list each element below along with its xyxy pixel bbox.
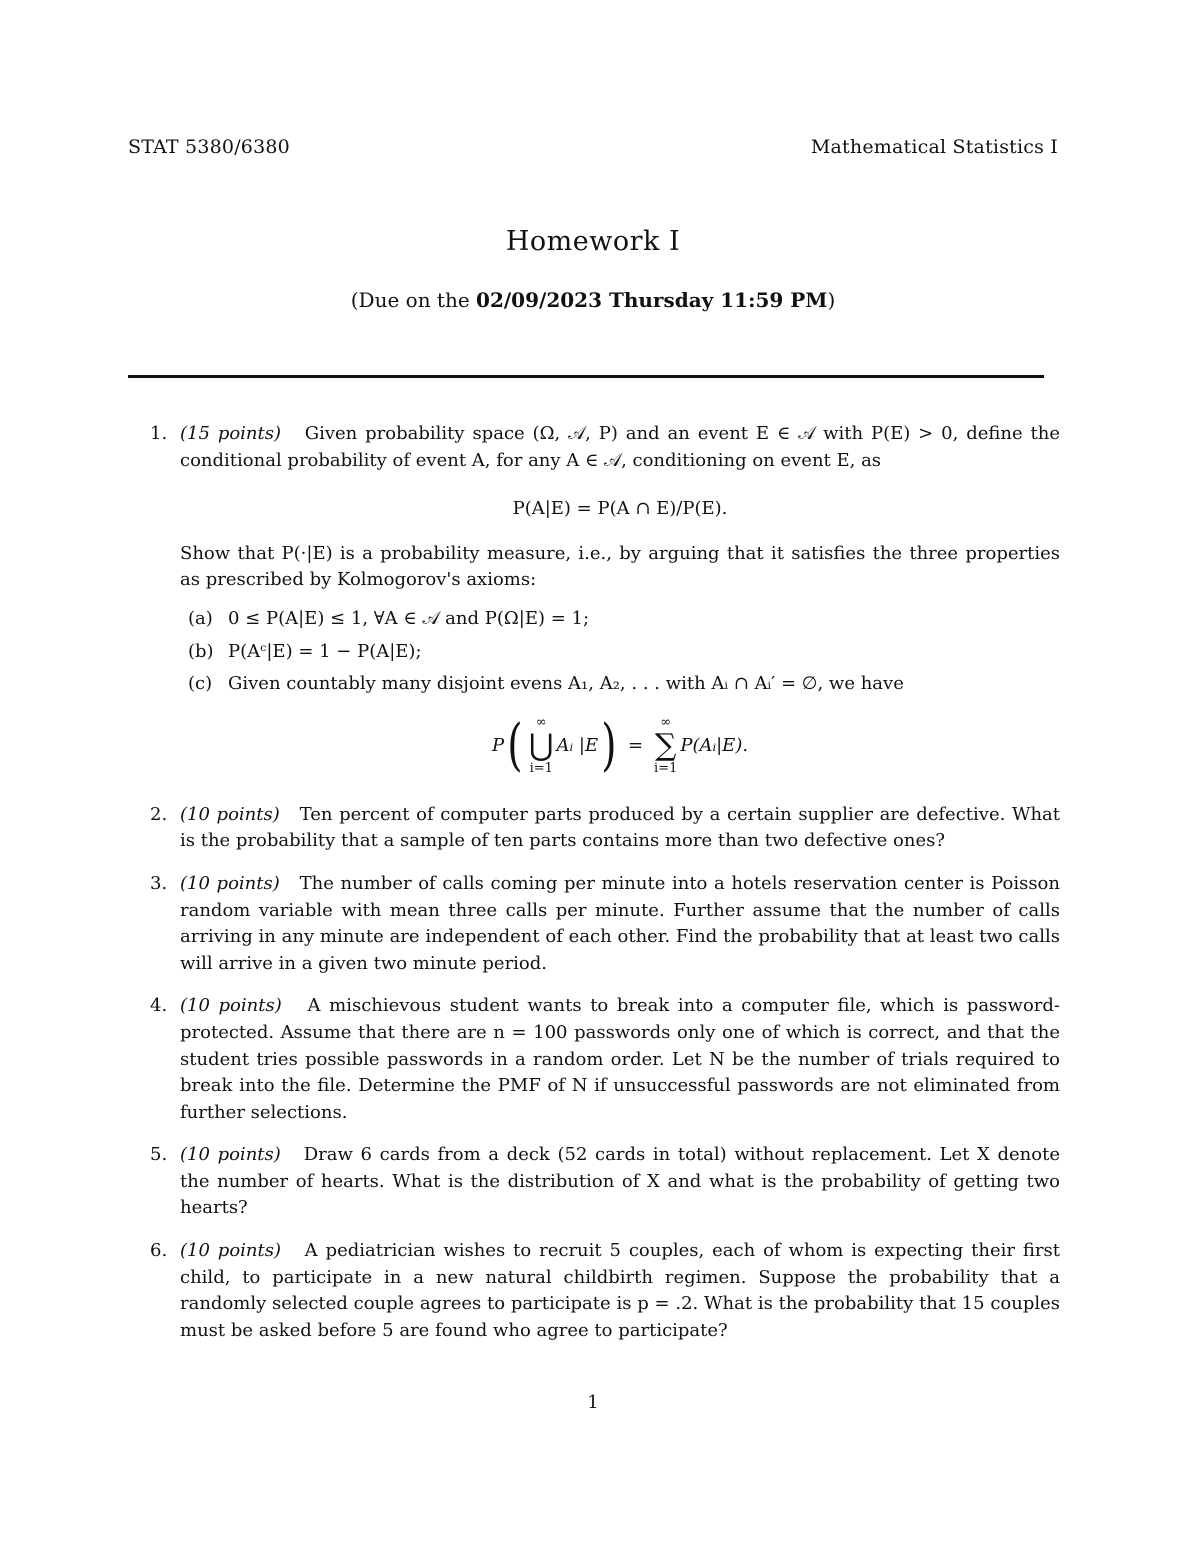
problem-3 (150, 871, 1060, 977)
problem-1 (150, 421, 1060, 784)
subitem-label: (b) (188, 640, 214, 662)
problem-statement: A mischievous student wants to break into a computer file, which is password-protected. Assume that there are n = 100 passwords only one of which is correct, and that the student tries possible passwords in a random order. Let N be the number of trials required to break into the file. Determine the PMF of N if unsuccessful passwords are not eliminated from further selections. (180, 995, 1060, 1123)
union-lower-limit: i=1 (529, 761, 553, 777)
sum-upper-limit: ∞ (660, 715, 672, 731)
problem-text (180, 1142, 1060, 1222)
problem-statement: Draw 6 cards from a deck (52 cards in total) without replacement. Let X denote the number of hearts. What is the distribution of X and what is the probability of getting two hearts? (180, 1144, 1060, 1219)
subitem-text: P(Aᶜ|E) = 1 − P(A|E); (228, 640, 422, 662)
problem-4 (150, 993, 1060, 1126)
course-code: STAT 5380/6380 (128, 136, 290, 158)
problem-6 (150, 1238, 1060, 1344)
page-title: Homework I (505, 226, 681, 257)
countable-additivity-formula (180, 708, 1060, 784)
union-body: Aᵢ |E (556, 735, 599, 757)
problem-list (150, 421, 1060, 1360)
left-paren: ( (507, 712, 523, 778)
problem-statement: Given probability space (Ω, 𝒜, P) and an event E ∈ 𝒜 with P(E) > 0, define the conditional probability of event A, for any A ∈ 𝒜, conditioning on event E, as (180, 423, 1060, 471)
union-symbol: ⋃ (528, 728, 554, 764)
problem-number: 3. (150, 872, 168, 894)
sum-body: P(Aᵢ|E). (680, 735, 749, 757)
problem-statement-2: Show that P(·|E) is a probability measure, i.e., by arguing that it satisfies the three properties as prescribed by Kolmogorov's axioms: (180, 542, 1060, 591)
conditional-probability-formula: P(A|E) = P(A ∩ E)/P(E). (512, 498, 728, 520)
problem-text (180, 871, 1060, 977)
subitem-label: (c) (188, 673, 213, 695)
due-date-line (0, 288, 1186, 312)
union-upper-limit: ∞ (535, 715, 547, 731)
union-operator (529, 716, 554, 775)
problem-text (180, 802, 1060, 855)
problem-points: (10 points) (180, 872, 280, 894)
problem-points: (15 points) (180, 423, 282, 444)
problem-points: (10 points) (180, 803, 280, 825)
equals-sign: = (627, 735, 644, 757)
problem-2 (150, 802, 1060, 855)
problem-5 (150, 1142, 1060, 1222)
sum-operator (654, 716, 677, 775)
horizontal-rule (128, 375, 1044, 378)
due-date: 02/09/2023 Thursday 11:59 PM (476, 288, 828, 312)
problem-number: 4. (150, 995, 168, 1017)
problem-number: 2. (150, 803, 168, 825)
course-subject: Mathematical Statistics I (810, 136, 1058, 158)
problem-text (180, 421, 1060, 474)
problem-text (180, 993, 1060, 1126)
due-prefix: (Due on the (350, 288, 477, 312)
problem-text (180, 1238, 1060, 1344)
subitem-a (188, 606, 1060, 633)
problem-number: 6. (150, 1240, 168, 1262)
problem-number: 1. (150, 423, 168, 444)
problem-points: (10 points) (180, 995, 282, 1017)
right-paren: ) (601, 712, 617, 778)
subitem-c (188, 671, 1060, 698)
problem-statement: Ten percent of computer parts produced by a certain supplier are defective. What is the probability that a sample of ten parts contains more than two defective ones? (180, 803, 1060, 852)
problem-number: 5. (150, 1144, 168, 1166)
problem-statement: A pediatrician wishes to recruit 5 couples, each of whom is expecting their first child, to participate in a new natural childbirth regimen. Suppose the probability that a randomly selected couple agrees to participate is p = .2. What is the probability that 15 couples must be asked before 5 are found who agree to participate? (180, 1240, 1060, 1341)
sum-symbol: ∑ (654, 728, 677, 764)
subitem-text: Given countably many disjoint evens A₁, A₂, . . . with Aᵢ ∩ Aᵢ′ = ∅, we have (228, 673, 904, 695)
formula-p: P (491, 735, 505, 757)
subitem-text: 0 ≤ P(A|E) ≤ 1, ∀A ∈ 𝒜 and P(Ω|E) = 1; (228, 607, 590, 629)
subitem-label: (a) (188, 607, 213, 629)
page-number: 1 (587, 1392, 599, 1413)
subitem-list (188, 606, 1060, 698)
subitem-b (188, 639, 1060, 666)
due-suffix: ) (827, 288, 836, 312)
problem-points: (10 points) (180, 1144, 281, 1166)
sum-lower-limit: i=1 (654, 761, 678, 777)
problem-points: (10 points) (180, 1240, 282, 1262)
problem-statement: The number of calls coming per minute into a hotels reservation center is Poisson random variable with mean three calls per minute. Further assume that the number of calls arriving in any minute are independent of each other. Find the probability that at least two calls will arrive in a given two minute period. (180, 872, 1060, 974)
